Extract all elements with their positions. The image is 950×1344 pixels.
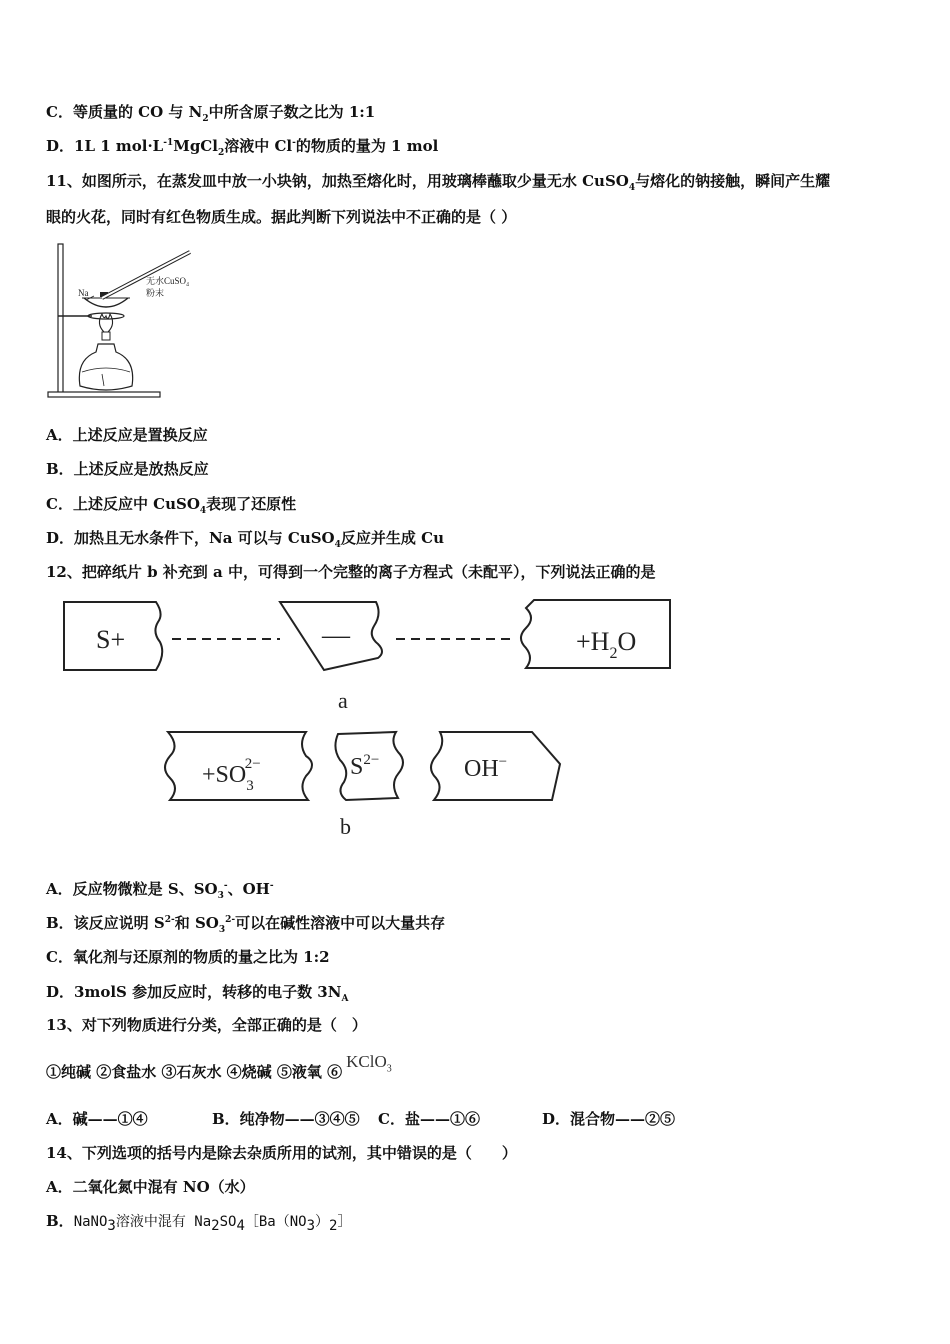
q12-stem xyxy=(46,562,655,582)
q14-b-sub4: 3 xyxy=(306,1218,316,1234)
q12-c-text: C．氧化剂与还原剂的物质的量之比为 1:2 xyxy=(46,948,330,966)
label-powder-1: 无水CuSO₄ xyxy=(146,276,190,286)
q11-stem-line1 xyxy=(46,171,830,191)
q13-option-a: A．碱——①④ xyxy=(46,1110,148,1128)
q11-c-sub: 4 xyxy=(199,506,207,516)
q10-d-mid2: 溶液中 Cl xyxy=(224,137,293,155)
q13-items xyxy=(46,1052,392,1082)
q14-b-nano3: NaNO xyxy=(73,1214,108,1230)
q13-options xyxy=(46,1109,906,1129)
q11-a-text: A．上述反应是置换反应 xyxy=(46,426,208,444)
q11-option-a xyxy=(46,425,208,445)
q12-paper-pieces-figure xyxy=(56,592,686,842)
q14-b-reagent: ［Ba（NO xyxy=(244,1214,307,1230)
q13-stem xyxy=(46,1015,367,1035)
q10-d-sup: -1 xyxy=(163,138,174,148)
q10-option-c xyxy=(46,102,375,122)
q11-d-b: 反应并生成 Cu xyxy=(340,529,444,547)
q10-option-d xyxy=(46,136,438,156)
q11-line1-a: 11、如图所示，在蒸发皿中放一小块钠，加热至熔化时，用玻璃棒蘸取少量无水 CuSO xyxy=(46,172,629,190)
label-a: a xyxy=(338,688,348,713)
q14-b-sub1: 3 xyxy=(107,1218,116,1234)
q12-option-c xyxy=(46,947,330,967)
stand-base xyxy=(48,392,160,397)
q11-option-b xyxy=(46,459,209,479)
q13-stem-text: 13、对下列物质进行分类，全部正确的是（ ） xyxy=(46,1016,367,1034)
q13-option-b: B．纯净物——③④⑤ xyxy=(212,1110,360,1128)
q13-option-c: C．盐——①⑥ xyxy=(378,1110,480,1128)
q11-line1-b: 与熔化的钠接触，瞬间产生耀 xyxy=(635,172,831,190)
q12-b-b: 和 SO xyxy=(174,914,219,932)
q13-items-text: ①纯碱 ②食盐水 ③石灰水 ④烧碱 ⑤液氧 ⑥ xyxy=(46,1063,343,1081)
q11-d-sub: 4 xyxy=(334,540,341,550)
piece-so3-text: $+SO_32-$ xyxy=(202,756,261,794)
q10-c-text: C．等质量的 CO 与 N xyxy=(46,103,203,121)
q14-b-mid: 溶液中混有 Na xyxy=(115,1214,212,1230)
q10-d-mid: MgCl xyxy=(173,137,218,155)
q14-b-sub3: 4 xyxy=(236,1218,245,1234)
q12-d-sub: A xyxy=(341,994,349,1004)
q12-option-a xyxy=(46,879,274,899)
q10-c-tail: 中所含原子数之比为 1:1 xyxy=(208,103,376,121)
q10-d-text: D．1L 1 mol·L xyxy=(46,137,164,155)
q12-a-sub: 3 xyxy=(217,891,224,901)
q14-a-text: A．二氧化氮中混有 NO（水） xyxy=(46,1178,255,1196)
flame xyxy=(99,314,112,332)
piece-s2-text: $S^{2-}$ xyxy=(350,752,380,780)
q10-d-sup2: - xyxy=(292,138,296,148)
q12-b-sup: 2- xyxy=(164,915,175,925)
q11-line2: 眼的火花，同时有红色物质生成。据此判断下列说法中不正确的是（ ） xyxy=(46,208,517,226)
q12-b-sub: 3 xyxy=(218,925,226,935)
q12-option-b xyxy=(46,913,445,933)
q10-d-sub: 2 xyxy=(217,148,225,158)
q12-b-sup2: 2- xyxy=(225,915,236,925)
q13-option-d: D．混合物——②⑤ xyxy=(542,1110,676,1128)
q14-b-sub2: 2 xyxy=(211,1218,220,1234)
q11-line1-sub: 4 xyxy=(628,183,636,193)
piece-s-plus-text: S+ xyxy=(96,625,126,654)
q11-c-b: 表现了还原性 xyxy=(206,495,297,513)
q12-d-a: D．3molS 参加反应时，转移的电子数 3N xyxy=(46,983,342,1001)
piece-oh-text: OH− xyxy=(464,754,508,782)
q14-b-label: B． xyxy=(46,1212,74,1230)
piece-h2o-text: $+H_2O$ xyxy=(576,627,637,662)
q12-option-d xyxy=(46,982,348,1002)
q14-option-a xyxy=(46,1177,255,1197)
q12-a-sup: - xyxy=(223,881,228,891)
q11-stem-line2 xyxy=(46,207,516,227)
evaporating-dish xyxy=(84,298,128,307)
label-b: b xyxy=(340,814,351,839)
label-na: Na xyxy=(78,288,89,298)
q12-b-c: 可以在碱性溶液中可以大量共存 xyxy=(235,914,446,932)
q14-b-sub5: 2 xyxy=(329,1218,338,1234)
q12-stem-text: 12、把碎纸片 b 补充到 a 中，可得到一个完整的离子方程式（未配平），下列说法正确的是 xyxy=(46,563,656,581)
piece-arrow-text: — xyxy=(322,620,350,651)
q14-b-end: ］ xyxy=(337,1214,352,1230)
q12-a-a: A．反应物微粒是 S、SO xyxy=(46,880,218,898)
stand-rod xyxy=(58,244,63,394)
q14-stem-text: 14、下列选项的括号内是除去杂质所用的试剂，其中错误的是（ ） xyxy=(46,1144,517,1162)
q11-apparatus-figure xyxy=(44,240,204,402)
q10-d-tail: 的物质的量为 1 mol xyxy=(295,137,439,155)
q12-b-a: B．该反应说明 S xyxy=(46,914,165,932)
q14-stem xyxy=(46,1143,517,1163)
q10-c-sub: 2 xyxy=(202,114,209,124)
q12-a-b: 、OH xyxy=(227,880,270,898)
q14-b-so: SO xyxy=(219,1214,237,1230)
alcohol-lamp xyxy=(79,344,132,390)
q13-kclo3: KClO$_3$ xyxy=(346,1052,392,1075)
q12-a-sup2: - xyxy=(269,881,274,891)
q11-option-c xyxy=(46,494,296,514)
q11-d-a: D．加热且无水条件下，Na 可以与 CuSO xyxy=(46,529,335,547)
q14-option-b xyxy=(46,1211,351,1232)
q11-option-d xyxy=(46,528,444,548)
q11-c-a: C．上述反应中 CuSO xyxy=(46,495,200,513)
q14-b-close: ） xyxy=(315,1214,330,1230)
q11-b-text: B．上述反应是放热反应 xyxy=(46,460,209,478)
label-powder-2: 粉末 xyxy=(146,288,165,298)
